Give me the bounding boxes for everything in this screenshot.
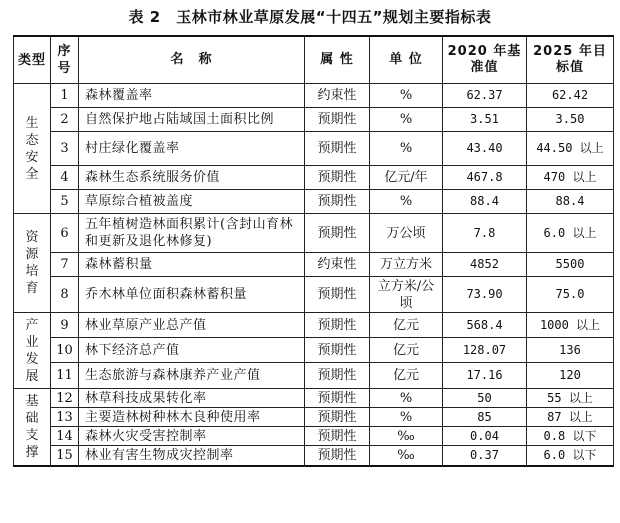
row-target: 470 以上 (527, 166, 614, 190)
row-unit: 亿元 (370, 313, 443, 338)
row-name: 村庄绿化覆盖率 (79, 132, 305, 166)
row-baseline: 128.07 (443, 338, 527, 363)
row-baseline: 50 (443, 389, 527, 408)
row-baseline: 43.40 (443, 132, 527, 166)
row-attribute: 预期性 (305, 338, 370, 363)
table-body (14, 84, 614, 466)
row-baseline: 0.04 (443, 427, 527, 446)
row-unit: 万立方米 (370, 253, 443, 277)
row-name: 草原综合植被盖度 (79, 190, 305, 214)
row-name: 主要造林树种林木良种使用率 (79, 408, 305, 427)
row-unit: % (370, 108, 443, 132)
row-target: 6.0 以下 (527, 446, 614, 466)
table-row (14, 84, 614, 108)
row-index: 3 (51, 132, 79, 166)
row-target: 55 以上 (527, 389, 614, 408)
row-baseline: 467.8 (443, 166, 527, 190)
row-target: 3.50 (527, 108, 614, 132)
row-baseline: 4852 (443, 253, 527, 277)
row-unit: 亿元 (370, 338, 443, 363)
row-attribute: 预期性 (305, 389, 370, 408)
row-name: 乔木林单位面积森林蓄积量 (79, 277, 305, 313)
row-attribute: 预期性 (305, 166, 370, 190)
header-attribute: 属 性 (305, 36, 370, 84)
header-baseline: 2020 年基准值 (443, 36, 527, 84)
row-baseline: 17.16 (443, 363, 527, 389)
category-label: 基础支撑 (25, 393, 39, 460)
row-target: 6.0 以上 (527, 214, 614, 253)
header-category: 类型 (14, 36, 51, 84)
row-target: 5500 (527, 253, 614, 277)
table-row (14, 313, 614, 338)
row-baseline: 62.37 (443, 84, 527, 108)
row-attribute: 约束性 (305, 84, 370, 108)
row-index: 14 (51, 427, 79, 446)
header-name: 名 称 (79, 36, 305, 84)
row-baseline: 73.90 (443, 277, 527, 313)
row-index: 10 (51, 338, 79, 363)
row-baseline: 568.4 (443, 313, 527, 338)
category-cell (14, 313, 51, 389)
table-row (14, 389, 614, 408)
row-target: 0.8 以下 (527, 427, 614, 446)
category-label: 生态安全 (25, 115, 39, 182)
category-label: 产业发展 (25, 317, 39, 384)
row-attribute: 预期性 (305, 277, 370, 313)
row-attribute: 预期性 (305, 363, 370, 389)
row-baseline: 7.8 (443, 214, 527, 253)
header-row (14, 36, 614, 84)
row-target: 1000 以上 (527, 313, 614, 338)
header-index: 序号 (51, 36, 79, 84)
row-index: 2 (51, 108, 79, 132)
row-attribute: 预期性 (305, 132, 370, 166)
row-target: 62.42 (527, 84, 614, 108)
category-cell (14, 389, 51, 466)
row-unit: ‰ (370, 427, 443, 446)
row-baseline: 0.37 (443, 446, 527, 466)
row-attribute: 约束性 (305, 253, 370, 277)
row-attribute: 预期性 (305, 313, 370, 338)
table-row (14, 214, 614, 253)
row-name: 森林覆盖率 (79, 84, 305, 108)
row-target: 75.0 (527, 277, 614, 313)
row-unit: % (370, 408, 443, 427)
row-attribute: 预期性 (305, 446, 370, 466)
row-index: 8 (51, 277, 79, 313)
row-unit: 亿元 (370, 363, 443, 389)
row-index: 5 (51, 190, 79, 214)
row-target: 88.4 (527, 190, 614, 214)
table-row (14, 108, 614, 132)
row-index: 13 (51, 408, 79, 427)
header-target: 2025 年目标值 (527, 36, 614, 84)
row-baseline: 88.4 (443, 190, 527, 214)
row-target: 120 (527, 363, 614, 389)
row-index: 7 (51, 253, 79, 277)
row-unit: 立方米/公顷 (370, 277, 443, 313)
table-row (14, 446, 614, 466)
row-target: 44.50 以上 (527, 132, 614, 166)
row-unit: % (370, 132, 443, 166)
row-attribute: 预期性 (305, 190, 370, 214)
row-name: 森林蓄积量 (79, 253, 305, 277)
row-baseline: 85 (443, 408, 527, 427)
row-unit: ‰ (370, 446, 443, 466)
row-index: 1 (51, 84, 79, 108)
category-label: 资源培育 (25, 230, 39, 296)
row-index: 15 (51, 446, 79, 466)
table-row (14, 427, 614, 446)
row-target: 87 以上 (527, 408, 614, 427)
row-target: 136 (527, 338, 614, 363)
indicator-table (13, 35, 614, 467)
row-unit: % (370, 389, 443, 408)
row-unit: % (370, 190, 443, 214)
row-attribute: 预期性 (305, 427, 370, 446)
row-name: 五年植树造林面积累计(含封山育林和更新及退化林修复) (79, 214, 305, 253)
table-row (14, 166, 614, 190)
row-name: 自然保护地占陆域国土面积比例 (79, 108, 305, 132)
row-attribute: 预期性 (305, 214, 370, 253)
table-row (14, 363, 614, 389)
row-unit: 万公顷 (370, 214, 443, 253)
row-unit: 亿元/年 (370, 166, 443, 190)
row-baseline: 3.51 (443, 108, 527, 132)
row-name: 生态旅游与森林康养产业产值 (79, 363, 305, 389)
table-row (14, 408, 614, 427)
row-name: 林下经济总产值 (79, 338, 305, 363)
row-name: 林业有害生物成灾控制率 (79, 446, 305, 466)
row-name: 林业草原产业总产值 (79, 313, 305, 338)
table-row (14, 190, 614, 214)
table-title: 表 2 玉林市林业草原发展“十四五”规划主要指标表 (128, 8, 492, 26)
header-unit: 单 位 (370, 36, 443, 84)
row-unit: % (370, 84, 443, 108)
table-row (14, 338, 614, 363)
row-name: 森林火灾受害控制率 (79, 427, 305, 446)
category-cell (14, 214, 51, 313)
table-row (14, 132, 614, 166)
row-index: 12 (51, 389, 79, 408)
row-attribute: 预期性 (305, 408, 370, 427)
table-row (14, 277, 614, 313)
row-index: 11 (51, 363, 79, 389)
category-cell (14, 84, 51, 214)
table-row (14, 253, 614, 277)
row-index: 9 (51, 313, 79, 338)
row-index: 6 (51, 214, 79, 253)
row-index: 4 (51, 166, 79, 190)
row-attribute: 预期性 (305, 108, 370, 132)
row-name: 森林生态系统服务价值 (79, 166, 305, 190)
row-name: 林草科技成果转化率 (79, 389, 305, 408)
